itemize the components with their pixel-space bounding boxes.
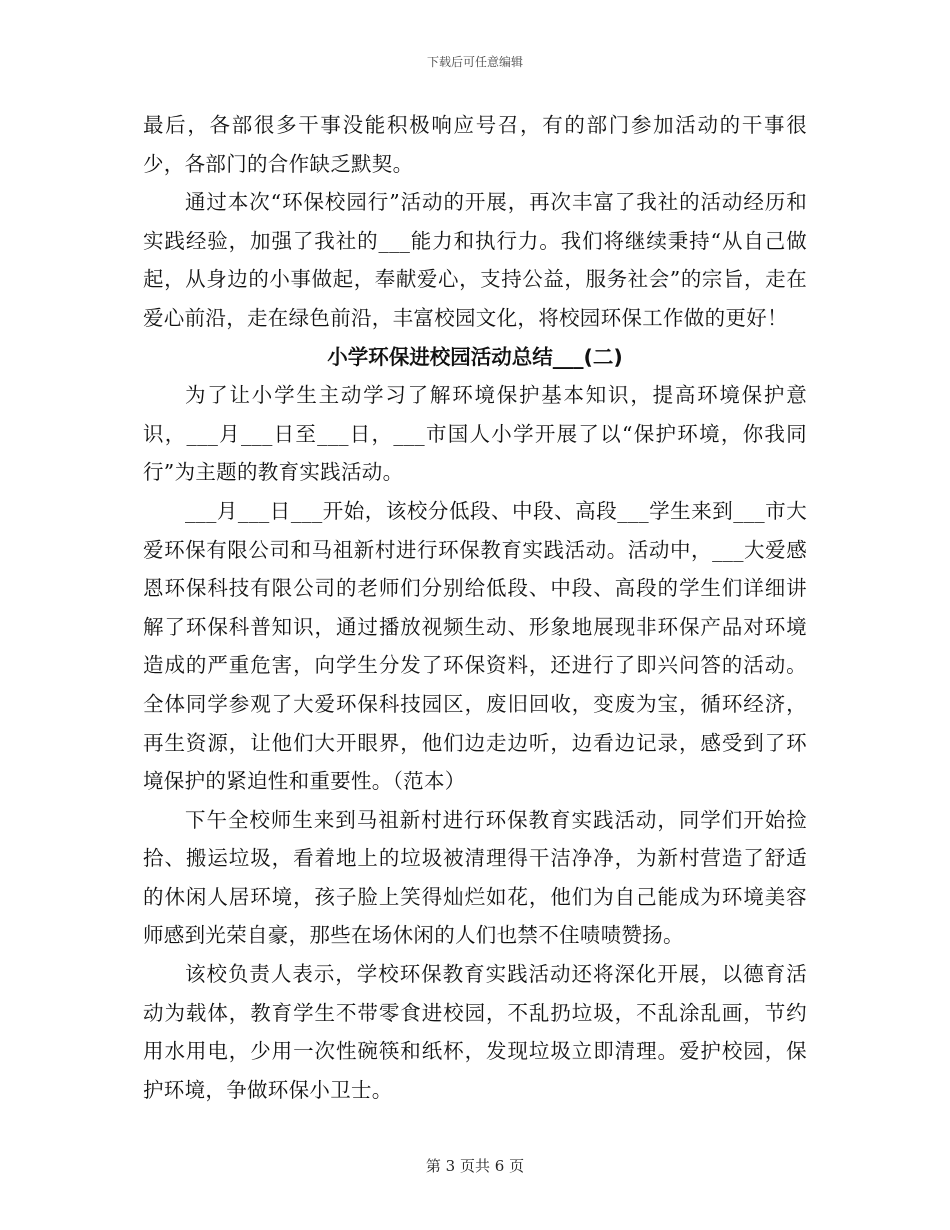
paragraph: 通过本次“环保校园行”活动的开展，再次丰富了我社的活动经历和实践经验，加强了我社的___能力和执行力。我们将继续秉持“从自己做起，从身边的小事做起，奉献爱心，支持公益，服务社会”的宗旨，走在爱心前沿，走在绿色前沿，丰富校园文化，将校园环保工作做的更好！: [143, 190, 807, 330]
paragraph: ___月___日___开始，该校分低段、中段、高段___学生来到___市大爱环保有限公司和马祖新村进行环保教育实践活动。活动中，___大爱感恩环保科技有限公司的老师们分别给低段、中段、高段的学生们详细讲解了环保科普知识，通过播放视频生动、形象地展现非环保产品对环境造成的严重危害，向学生分发了环保资料，还进行了即兴问答的活动。全体同学参观了大爱环保科技园区，废旧回收，变废为宝，循环经济，再生资源，让他们大开眼界，他们边走边听，边看边记录，感受到了环境保护的紧迫性和重要性。（范本）: [143, 498, 807, 794]
paragraph-continuation: 最后，各部很多干事没能积极响应号召，有的部门参加活动的干事很少，各部门的合作缺乏默契。: [143, 113, 807, 176]
page-number-footer: 第 3 页共 6 页: [425, 1157, 525, 1175]
section-title: 小学环保进校园活动总结___(二): [327, 344, 623, 369]
paragraph: 下午全校师生来到马祖新村进行环保教育实践活动，同学们开始捡拾、搬运垃圾，看着地上的垃圾被清理得干洁净净，为新村营造了舒适的休闲人居环境，孩子脸上笑得灿烂如花，他们为自己能成为环境美容师感到光荣自豪，那些在场休闲的人们也禁不住啧啧赞扬。: [143, 807, 807, 948]
paragraph: 为了让小学生主动学习了解环境保护基本知识，提高环境保护意识，___月___日至___日，___市国人小学开展了以“保护环境，你我同行”为主题的教育实践活动。: [143, 383, 807, 485]
page-header: 下载后可任意编辑: [426, 55, 523, 69]
paragraph: 该校负责人表示，学校环保教育实践活动还将深化开展，以德育活动为载体，教育学生不带零食进校园，不乱扔垃圾，不乱涂乱画，节约用水用电，少用一次性碗筷和纸杯，发现垃圾立即清理。爱护校园，保护环境，争做环保小卫士。: [143, 962, 807, 1102]
document-body: [143, 106, 807, 1109]
